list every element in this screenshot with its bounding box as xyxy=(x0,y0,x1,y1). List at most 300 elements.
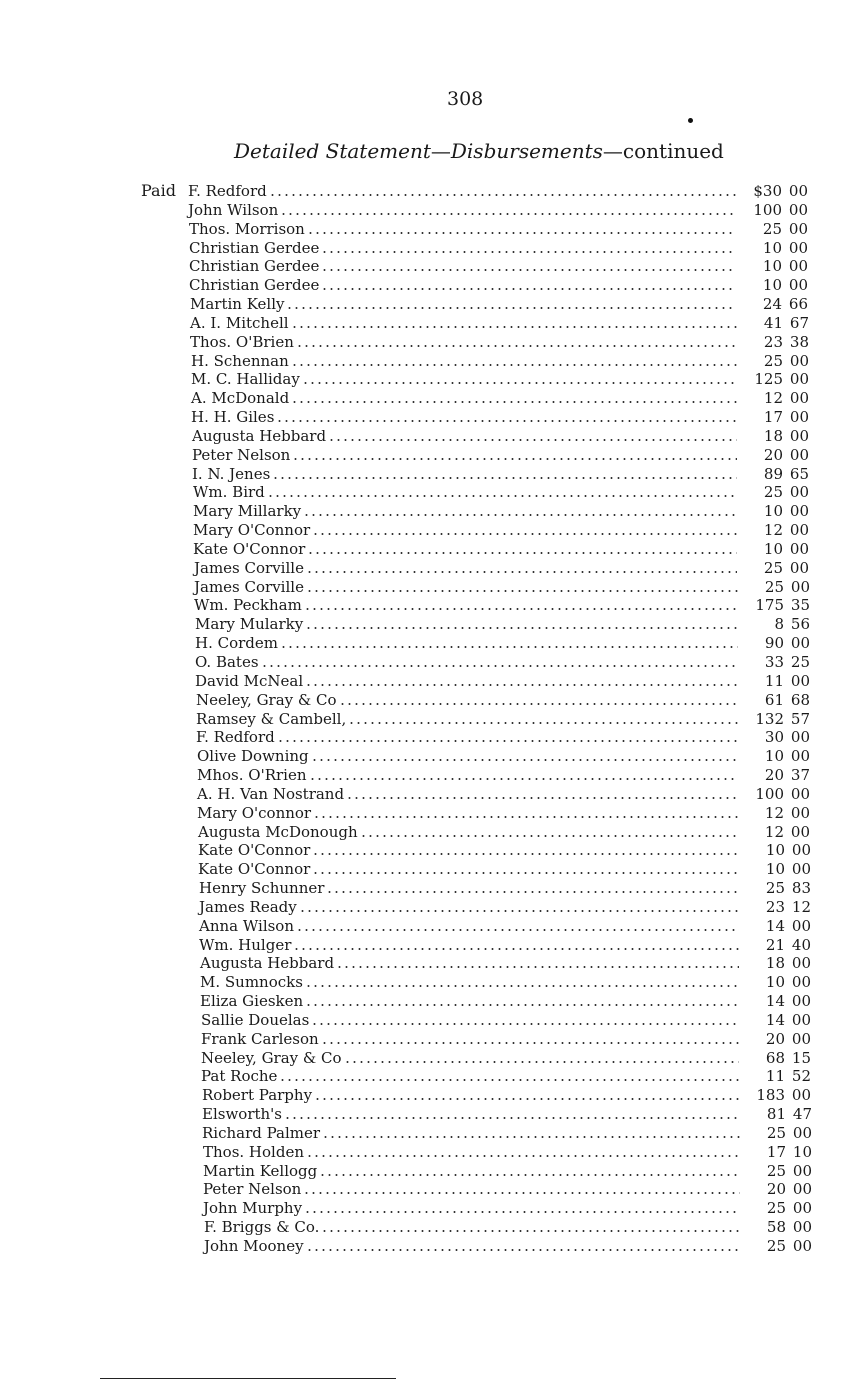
amount xyxy=(736,258,808,275)
payee-name: Ramsey & Cambell, xyxy=(196,710,347,728)
payee-name: Pat Roche xyxy=(201,1067,278,1085)
dot-leader xyxy=(328,439,737,441)
payee-name: James Ready xyxy=(199,898,297,916)
amount-dollars: 25 xyxy=(766,1199,786,1217)
amount-dollars: 61 xyxy=(764,691,784,709)
amount-dollars: 20 xyxy=(765,1030,785,1048)
ledger-row xyxy=(200,953,811,972)
payee-name: John Wilson xyxy=(188,201,279,219)
amount-cents: 00 xyxy=(789,483,809,501)
payee-name: Augusta Hebbard xyxy=(192,427,327,445)
ledger-row xyxy=(195,633,810,652)
amount-dollars: $30 xyxy=(753,182,782,200)
payee-name: Kate O'Connor xyxy=(198,841,311,859)
dot-leader xyxy=(304,1211,740,1213)
payee-name: Wm. Bird xyxy=(193,483,265,501)
amount xyxy=(739,974,811,991)
payee-name: H. Schennan xyxy=(191,352,289,370)
ledger-row xyxy=(188,200,808,219)
amount-dollars: 12 xyxy=(764,804,784,822)
ledger-row xyxy=(197,765,810,784)
amount-dollars: 89 xyxy=(763,465,783,483)
amount-dollars: 20 xyxy=(766,1180,786,1198)
amount-cents: 00 xyxy=(791,841,811,859)
payee-name: Martin Kellogg xyxy=(203,1162,318,1180)
amount-cents: 00 xyxy=(792,1124,812,1142)
payee-name: Augusta McDonough xyxy=(198,823,358,841)
payee-name: Sallie Douelas xyxy=(201,1011,310,1029)
amount-cents: 65 xyxy=(789,465,809,483)
ledger-row xyxy=(188,181,808,200)
amount-cents: 00 xyxy=(788,276,808,294)
ledger-row xyxy=(192,445,809,464)
dot-leader xyxy=(267,495,737,497)
payee-name: A. McDonald xyxy=(191,389,290,407)
amount-cents: 00 xyxy=(792,1180,812,1198)
dot-leader xyxy=(307,232,736,234)
amount xyxy=(737,390,809,407)
payee-name: Martin Kelly xyxy=(190,295,285,313)
amount-cents: 00 xyxy=(791,860,811,878)
amount xyxy=(737,522,809,539)
amount xyxy=(739,1087,811,1104)
ledger-row xyxy=(203,1198,812,1217)
ledger-row xyxy=(199,935,811,954)
ledger-row xyxy=(191,388,809,407)
amount-cents: 00 xyxy=(788,182,808,200)
amount-cents: 40 xyxy=(791,936,811,954)
payee-name: Robert Parphy xyxy=(202,1086,313,1104)
amount-cents: 00 xyxy=(790,823,810,841)
ledger-row xyxy=(196,690,810,709)
payee-name: F. Redford xyxy=(196,728,275,746)
payee-name: James Corville xyxy=(194,559,304,577)
amount-cents: 83 xyxy=(791,879,811,897)
amount-dollars: 10 xyxy=(763,502,783,520)
amount xyxy=(739,937,811,954)
ledger-row xyxy=(189,219,808,238)
payee-name: Frank Carleson xyxy=(201,1030,319,1048)
ledger-row xyxy=(197,746,810,765)
amount-dollars: 33 xyxy=(764,653,784,671)
amount-dollars: 10 xyxy=(762,239,782,257)
ledger-row xyxy=(202,1123,812,1142)
footer-rule xyxy=(100,1378,396,1379)
dot-leader xyxy=(279,1079,739,1081)
amount-dollars: 58 xyxy=(766,1218,786,1236)
amount xyxy=(737,447,809,464)
amount xyxy=(740,1238,812,1255)
payee-name: Christian Gerdee xyxy=(189,276,320,294)
amount-dollars: 17 xyxy=(763,408,783,426)
amount xyxy=(738,579,810,596)
dot-leader xyxy=(277,740,738,742)
amount-cents: 67 xyxy=(789,314,809,332)
amount-dollars: 11 xyxy=(765,1067,785,1085)
payee-name: John Mooney xyxy=(204,1237,304,1255)
payee-name: Augusta Hebbard xyxy=(200,954,335,972)
dot-leader xyxy=(299,910,739,912)
ledger-row xyxy=(191,351,809,370)
payee-name: Henry Schunner xyxy=(199,879,325,897)
amount-dollars: 175 xyxy=(755,596,784,614)
amount-dollars: 25 xyxy=(762,220,782,238)
ledger-row xyxy=(191,407,809,426)
amount-cents: 00 xyxy=(789,427,809,445)
ledger-row xyxy=(193,482,809,501)
amount-dollars: 18 xyxy=(765,954,785,972)
amount-dollars: 125 xyxy=(754,370,783,388)
payee-name: John Murphy xyxy=(203,1199,303,1217)
payee-name: F. Redford xyxy=(188,182,267,200)
amount-cents: 00 xyxy=(791,1011,811,1029)
ledger-row xyxy=(203,1161,812,1180)
amount-dollars: 100 xyxy=(755,785,784,803)
amount-cents: 00 xyxy=(791,954,811,972)
amount xyxy=(737,541,809,558)
dot-leader xyxy=(360,835,738,837)
dot-leader xyxy=(293,948,739,950)
payee-name: Kate O'Connor xyxy=(193,540,306,558)
dot-leader xyxy=(291,364,737,366)
dot-leader xyxy=(304,608,738,610)
ledger-row xyxy=(190,313,809,332)
dot-leader xyxy=(309,778,738,780)
amount-cents: 00 xyxy=(789,502,809,520)
amount-cents: 00 xyxy=(789,446,809,464)
page-number: 308 xyxy=(447,88,484,110)
dot-leader xyxy=(305,1004,739,1006)
amount-dollars: 25 xyxy=(765,879,785,897)
amount xyxy=(738,616,810,633)
amount-cents: 35 xyxy=(790,596,810,614)
amount-dollars: 17 xyxy=(766,1143,786,1161)
dot-leader xyxy=(312,533,737,535)
dot-leader xyxy=(319,1174,740,1176)
amount xyxy=(736,221,808,238)
amount-cents: 00 xyxy=(790,747,810,765)
amount-cents: 00 xyxy=(791,1030,811,1048)
amount xyxy=(740,1219,812,1236)
amount-dollars: 14 xyxy=(765,917,785,935)
amount-dollars: 10 xyxy=(765,973,785,991)
ledger-row xyxy=(189,238,808,257)
ledger-row xyxy=(198,840,811,859)
dot-leader xyxy=(321,1042,739,1044)
amount xyxy=(737,353,809,370)
amount xyxy=(740,1144,812,1161)
amount xyxy=(738,786,810,803)
amount-cents: 00 xyxy=(789,408,809,426)
amount-dollars: 25 xyxy=(763,352,783,370)
amount xyxy=(737,484,809,501)
ledger-row xyxy=(193,520,809,539)
amount xyxy=(738,597,810,614)
heading-title: Detailed Statement xyxy=(234,139,431,163)
heading-continued: continued xyxy=(622,139,724,163)
amount xyxy=(738,711,810,728)
amount xyxy=(738,673,810,690)
amount-dollars: 23 xyxy=(765,898,785,916)
amount-cents: 00 xyxy=(790,785,810,803)
ledger-row xyxy=(202,1085,811,1104)
payee-name: Olive Downing xyxy=(197,747,309,765)
dot-leader xyxy=(321,251,736,253)
amount-dollars: 10 xyxy=(762,257,782,275)
payee-name: David McNeal xyxy=(195,672,304,690)
amount-dollars: 25 xyxy=(766,1237,786,1255)
dot-leader xyxy=(346,797,738,799)
ledger-row xyxy=(197,784,810,803)
ledger-row xyxy=(190,332,809,351)
amount xyxy=(737,334,809,351)
amount-dollars: 81 xyxy=(766,1105,786,1123)
amount-cents: 52 xyxy=(791,1067,811,1085)
amount-cents: 00 xyxy=(789,352,809,370)
ledger-row xyxy=(201,1066,811,1085)
payee-name: Peter Nelson xyxy=(192,446,291,464)
amount xyxy=(739,880,811,897)
amount-cents: 00 xyxy=(789,521,809,539)
amount-cents: 00 xyxy=(791,973,811,991)
ledger-row xyxy=(196,727,810,746)
amount-dollars: 183 xyxy=(756,1086,785,1104)
amount xyxy=(740,1125,812,1142)
amount xyxy=(737,503,809,520)
ledger-row xyxy=(199,897,811,916)
amount-dollars: 25 xyxy=(763,483,783,501)
amount-dollars: 25 xyxy=(766,1162,786,1180)
amount-cents: 00 xyxy=(792,1218,812,1236)
ledger-row xyxy=(195,614,810,633)
amount xyxy=(737,466,809,483)
ledger-row xyxy=(202,1104,812,1123)
ledger-row xyxy=(198,859,811,878)
dot-leader xyxy=(261,665,738,667)
amount xyxy=(739,918,811,935)
amount xyxy=(736,183,808,200)
amount-dollars: 10 xyxy=(762,276,782,294)
payee-name: Anna Wilson xyxy=(199,917,295,935)
amount-dollars: 10 xyxy=(765,841,785,859)
payee-name: Wm. Hulger xyxy=(199,936,292,954)
dot-leader xyxy=(344,1061,739,1063)
ledger-row xyxy=(194,558,809,577)
amount xyxy=(738,767,810,784)
payee-name: M. Sumnocks xyxy=(200,973,303,991)
paid-label: Paid xyxy=(141,181,176,200)
ledger-row xyxy=(192,464,809,483)
amount-cents: 00 xyxy=(792,1237,812,1255)
amount xyxy=(737,315,809,332)
dot-leader xyxy=(312,872,739,874)
ledger-row xyxy=(201,1048,811,1067)
amount-dollars: 24 xyxy=(762,295,782,313)
dot-leader xyxy=(291,326,737,328)
amount xyxy=(739,993,811,1010)
dot-leader xyxy=(348,722,738,724)
amount xyxy=(737,371,809,388)
payee-name: Thos. Morrison xyxy=(189,220,305,238)
dot-leader xyxy=(296,929,739,931)
amount-dollars: 30 xyxy=(764,728,784,746)
ledger-row xyxy=(191,369,809,388)
amount-cents: 66 xyxy=(788,295,808,313)
dot-leader xyxy=(286,307,736,309)
payee-name: F. Briggs & Co. xyxy=(204,1218,320,1236)
payee-name: Mary O'connor xyxy=(197,804,312,822)
payee-name: O. Bates xyxy=(195,653,259,671)
amount-cents: 56 xyxy=(790,615,810,633)
payee-name: A. I. Mitchell xyxy=(190,314,289,332)
amount-dollars: 21 xyxy=(765,936,785,954)
ledger-row xyxy=(203,1179,812,1198)
payee-name: A. H. Van Nostrand xyxy=(197,785,345,803)
payee-name: I. N. Jenes xyxy=(192,465,271,483)
amount-dollars: 8 xyxy=(774,615,784,633)
ledger-row xyxy=(189,256,808,275)
amount xyxy=(739,899,811,916)
ledger-row xyxy=(204,1236,812,1255)
amount xyxy=(738,805,810,822)
ledger-row xyxy=(192,426,809,445)
amount xyxy=(738,748,810,765)
amount-dollars: 41 xyxy=(763,314,783,332)
payee-name: Eliza Giesken xyxy=(200,992,304,1010)
dot-leader xyxy=(322,1136,740,1138)
amount-cents: 00 xyxy=(790,804,810,822)
amount xyxy=(738,635,810,652)
payee-name: M. C. Halliday xyxy=(191,370,300,388)
amount-cents: 10 xyxy=(792,1143,812,1161)
dot-leader xyxy=(339,703,738,705)
amount-cents: 37 xyxy=(790,766,810,784)
ledger-row xyxy=(203,1142,812,1161)
amount-cents: 00 xyxy=(789,389,809,407)
ledger-row xyxy=(199,916,811,935)
ledger-row xyxy=(194,595,810,614)
heading-subtitle: Disbursements xyxy=(450,139,603,163)
ledger-row xyxy=(201,1010,811,1029)
ledger-row xyxy=(195,671,810,690)
amount-cents: 00 xyxy=(792,1162,812,1180)
payee-name: Kate O'Connor xyxy=(198,860,311,878)
payee-name: Thos. O'Brien xyxy=(190,333,294,351)
payee-name: Christian Gerdee xyxy=(189,257,320,275)
ledger-row xyxy=(194,577,810,596)
payee-name: Christian Gerdee xyxy=(189,239,320,257)
dot-leader xyxy=(311,759,738,761)
amount xyxy=(739,861,811,878)
amount-dollars: 90 xyxy=(764,634,784,652)
dot-leader xyxy=(306,1155,740,1157)
amount-cents: 00 xyxy=(788,239,808,257)
amount-dollars: 14 xyxy=(765,992,785,1010)
dot-leader xyxy=(305,684,738,686)
amount xyxy=(736,202,808,219)
amount-cents: 00 xyxy=(790,728,810,746)
ledger-row xyxy=(196,709,810,728)
ledger-row xyxy=(199,878,811,897)
dot-leader xyxy=(276,420,737,422)
dot-leader xyxy=(307,552,737,554)
dot-leader xyxy=(303,1192,740,1194)
amount xyxy=(736,277,808,294)
amount-dollars: 132 xyxy=(755,710,784,728)
ledger-row xyxy=(204,1217,812,1236)
amount xyxy=(738,729,810,746)
amount-dollars: 20 xyxy=(764,766,784,784)
ledger-row xyxy=(190,294,808,313)
payee-name: Neeley, Gray & Co xyxy=(201,1049,342,1067)
ledger-row xyxy=(193,501,809,520)
amount-dollars: 68 xyxy=(765,1049,785,1067)
amount-cents: 00 xyxy=(791,1086,811,1104)
amount-dollars: 14 xyxy=(765,1011,785,1029)
dot-leader xyxy=(269,194,736,196)
dot-leader xyxy=(280,646,738,648)
dot-leader xyxy=(306,1249,740,1251)
amount xyxy=(740,1181,812,1198)
payee-name: Neeley, Gray & Co xyxy=(196,691,337,709)
amount-dollars: 18 xyxy=(763,427,783,445)
amount-cents: 68 xyxy=(790,691,810,709)
dot-leader xyxy=(321,1230,740,1232)
amount-cents: 25 xyxy=(790,653,810,671)
dot-leader xyxy=(313,816,738,818)
amount-cents: 00 xyxy=(789,370,809,388)
dot-leader xyxy=(311,1023,739,1025)
payee-name: Richard Palmer xyxy=(202,1124,321,1142)
payee-name: Peter Nelson xyxy=(203,1180,302,1198)
payee-name: Thos. Holden xyxy=(203,1143,304,1161)
amount-cents: 38 xyxy=(789,333,809,351)
dot-leader xyxy=(326,891,739,893)
dot-leader xyxy=(314,1098,739,1100)
amount xyxy=(737,428,809,445)
dot-leader xyxy=(302,382,737,384)
amount xyxy=(740,1163,812,1180)
dot-leader xyxy=(321,269,736,271)
dot-leader xyxy=(303,514,737,516)
amount xyxy=(739,1068,811,1085)
heading-separator: — xyxy=(430,139,451,163)
dot-leader xyxy=(305,985,739,987)
ledger-row xyxy=(200,991,811,1010)
dot-leader xyxy=(292,458,737,460)
amount-cents: 00 xyxy=(792,1199,812,1217)
dot-leader xyxy=(306,590,738,592)
amount xyxy=(738,654,810,671)
amount xyxy=(737,560,809,577)
ledger-row xyxy=(193,539,809,558)
ledger-row xyxy=(195,652,810,671)
amount-dollars: 10 xyxy=(765,860,785,878)
amount-cents: 57 xyxy=(790,710,810,728)
heading-separator: — xyxy=(602,139,623,163)
payee-name: Mary Mularky xyxy=(195,615,304,633)
amount-dollars: 25 xyxy=(766,1124,786,1142)
dot-leader xyxy=(291,401,737,403)
amount-cents: 00 xyxy=(790,578,810,596)
amount-cents: 00 xyxy=(788,220,808,238)
amount xyxy=(738,824,810,841)
amount xyxy=(739,842,811,859)
dot-leader xyxy=(336,966,739,968)
amount-cents: 47 xyxy=(792,1105,812,1123)
payee-name: Mary Millarky xyxy=(193,502,302,520)
amount-dollars: 10 xyxy=(763,540,783,558)
